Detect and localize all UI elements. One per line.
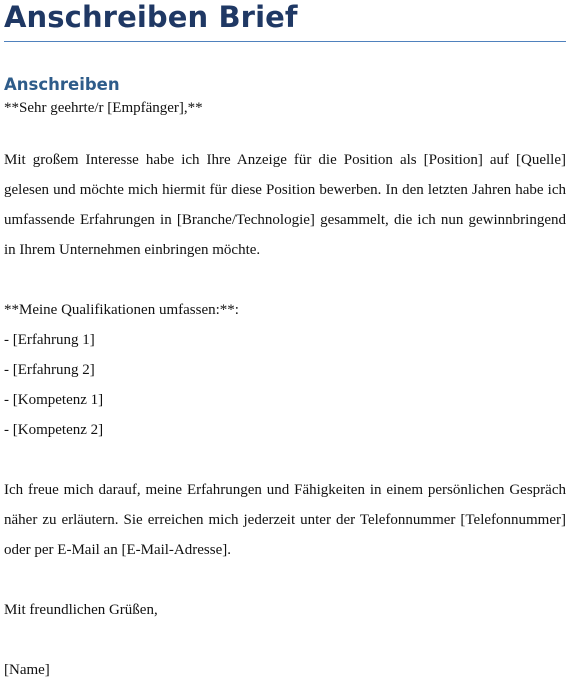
- sign-off: Mit freundlichen Grüßen,: [4, 602, 158, 618]
- letter-body: [4, 97, 566, 685]
- document-page: [4, 0, 566, 685]
- salutation: **Sehr geehrte/r [Empfänger],**: [4, 100, 203, 116]
- title-divider: [4, 41, 566, 42]
- qualification-item: - [Kompetenz 1]: [4, 392, 104, 408]
- closing-paragraph: Ich freue mich darauf, meine Erfahrungen und Fähigkeiten in einem persönlichen Gespräch näher zu erläutern. Sie erreichen mich jederzeit unter der Telefonnummer [Telefonnummer] oder per E-Mail an [E-Mail-Adresse].: [4, 482, 566, 558]
- qualification-item: - [Kompetenz 2]: [4, 422, 104, 438]
- qualification-item: - [Erfahrung 2]: [4, 362, 95, 378]
- document-title: Anschreiben Brief: [4, 0, 298, 34]
- sender-name: [Name]: [4, 662, 50, 678]
- qualifications-title: **Meine Qualifikationen umfassen:**:: [4, 302, 239, 318]
- section-heading: Anschreiben: [4, 75, 120, 94]
- qualification-item: - [Erfahrung 1]: [4, 332, 95, 348]
- intro-paragraph: Mit großem Interesse habe ich Ihre Anzeige für die Position als [Position] auf [Quelle] gelesen und möchte mich hiermit für diese Position bewerben. In den letzten Jahren habe ich umfassende Erfahrungen in [Branche/Technologie] gesammelt, die ich nun gewinnbringend in Ihrem Unternehmen einbringen möchte.: [4, 152, 566, 258]
